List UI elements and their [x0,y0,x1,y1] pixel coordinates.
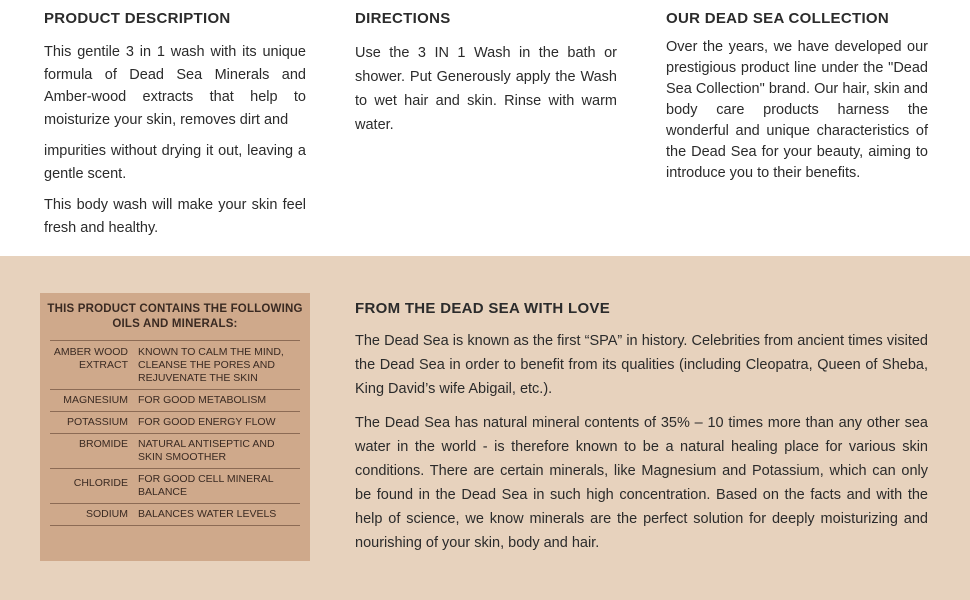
minerals-title-line-2: OILS AND MINERALS: [112,318,238,330]
top-section [0,0,970,256]
table-row [50,412,300,434]
mineral-benefit: NATURAL ANTISEPTIC AND SKIN SMOOTHER [138,434,300,469]
mineral-benefit: FOR GOOD ENERGY FLOW [138,412,300,434]
directions-heading: DIRECTIONS [355,10,451,27]
dead-sea-love-section [355,300,928,565]
table-row [50,469,300,504]
directions-paragraph: Use the 3 IN 1 Wash in the bath or shower. Put Generously apply the Wash to wet hair and skin. Rinse with warm water. [355,45,617,133]
mineral-name: SODIUM [50,504,138,526]
minerals-title-line-1: THIS PRODUCT CONTAINS THE FOLLOWING [47,303,303,315]
directions-section [355,10,617,146]
mineral-name: POTASSIUM [50,412,138,434]
product-description-heading: PRODUCT DESCRIPTION [44,10,231,27]
love-heading: FROM THE DEAD SEA WITH LOVE [355,300,611,317]
product-description-paragraph-3: This body wash will make your skin feel fresh and healthy. [44,197,306,236]
table-row [50,434,300,469]
dead-sea-band [0,256,970,600]
love-paragraph-2: The Dead Sea has natural mineral contents of 35% – 10 times more than any other sea water in the world - is therefore known to be a natural healing place for various skin conditions. There are certain minerals, like Magnesium and Potassium, which can only be found in the Dead Sea in such high concentration. Based on the facts and with the help of science, we know minerals are the perfect solution for deeply moisturizing and nourishing of your skin, body and hair. [355,415,928,551]
collection-section [666,10,928,193]
mineral-benefit: FOR GOOD CELL MINERAL BALANCE [138,469,300,504]
mineral-name: BROMIDE [50,434,138,469]
love-paragraph-1: The Dead Sea is known as the first “SPA” in history. Celebrities from ancient times visited the Dead Sea in order to benefit from its qualities (including Cleopatra, Queen of Sheba, King David’s wife Abigail, etc.). [355,333,928,397]
mineral-name: MAGNESIUM [50,390,138,412]
collection-paragraph: Over the years, we have developed our prestigious product line under the "Dead Sea Collection" brand. Our hair, skin and body care products harness the wonderful and unique characteristics of the Dead Sea for your beauty, aiming to introduce you to their benefits. [666,39,928,181]
minerals-panel-title [40,302,310,332]
table-row [50,341,300,390]
product-description-paragraph-1: This gentile 3 in 1 wash with its unique formula of Dead Sea Minerals and Amber-wood extracts that help to moisturize your skin, removes dirt and [44,44,306,128]
collection-heading: OUR DEAD SEA COLLECTION [666,10,890,27]
mineral-benefit: FOR GOOD METABOLISM [138,390,300,412]
product-description-paragraph-2: impurities without drying it out, leaving a gentle scent. [44,143,306,182]
minerals-table [50,340,300,526]
table-row [50,504,300,526]
mineral-name: AMBER WOOD EXTRACT [50,341,138,390]
product-description-section [44,10,306,248]
mineral-benefit: BALANCES WATER LEVELS [138,504,300,526]
mineral-benefit: KNOWN TO CALM THE MIND, CLEANSE THE PORES AND REJUVENATE THE SKIN [138,341,300,390]
table-row [50,390,300,412]
minerals-panel [40,293,310,561]
mineral-name: CHLORIDE [50,469,138,504]
